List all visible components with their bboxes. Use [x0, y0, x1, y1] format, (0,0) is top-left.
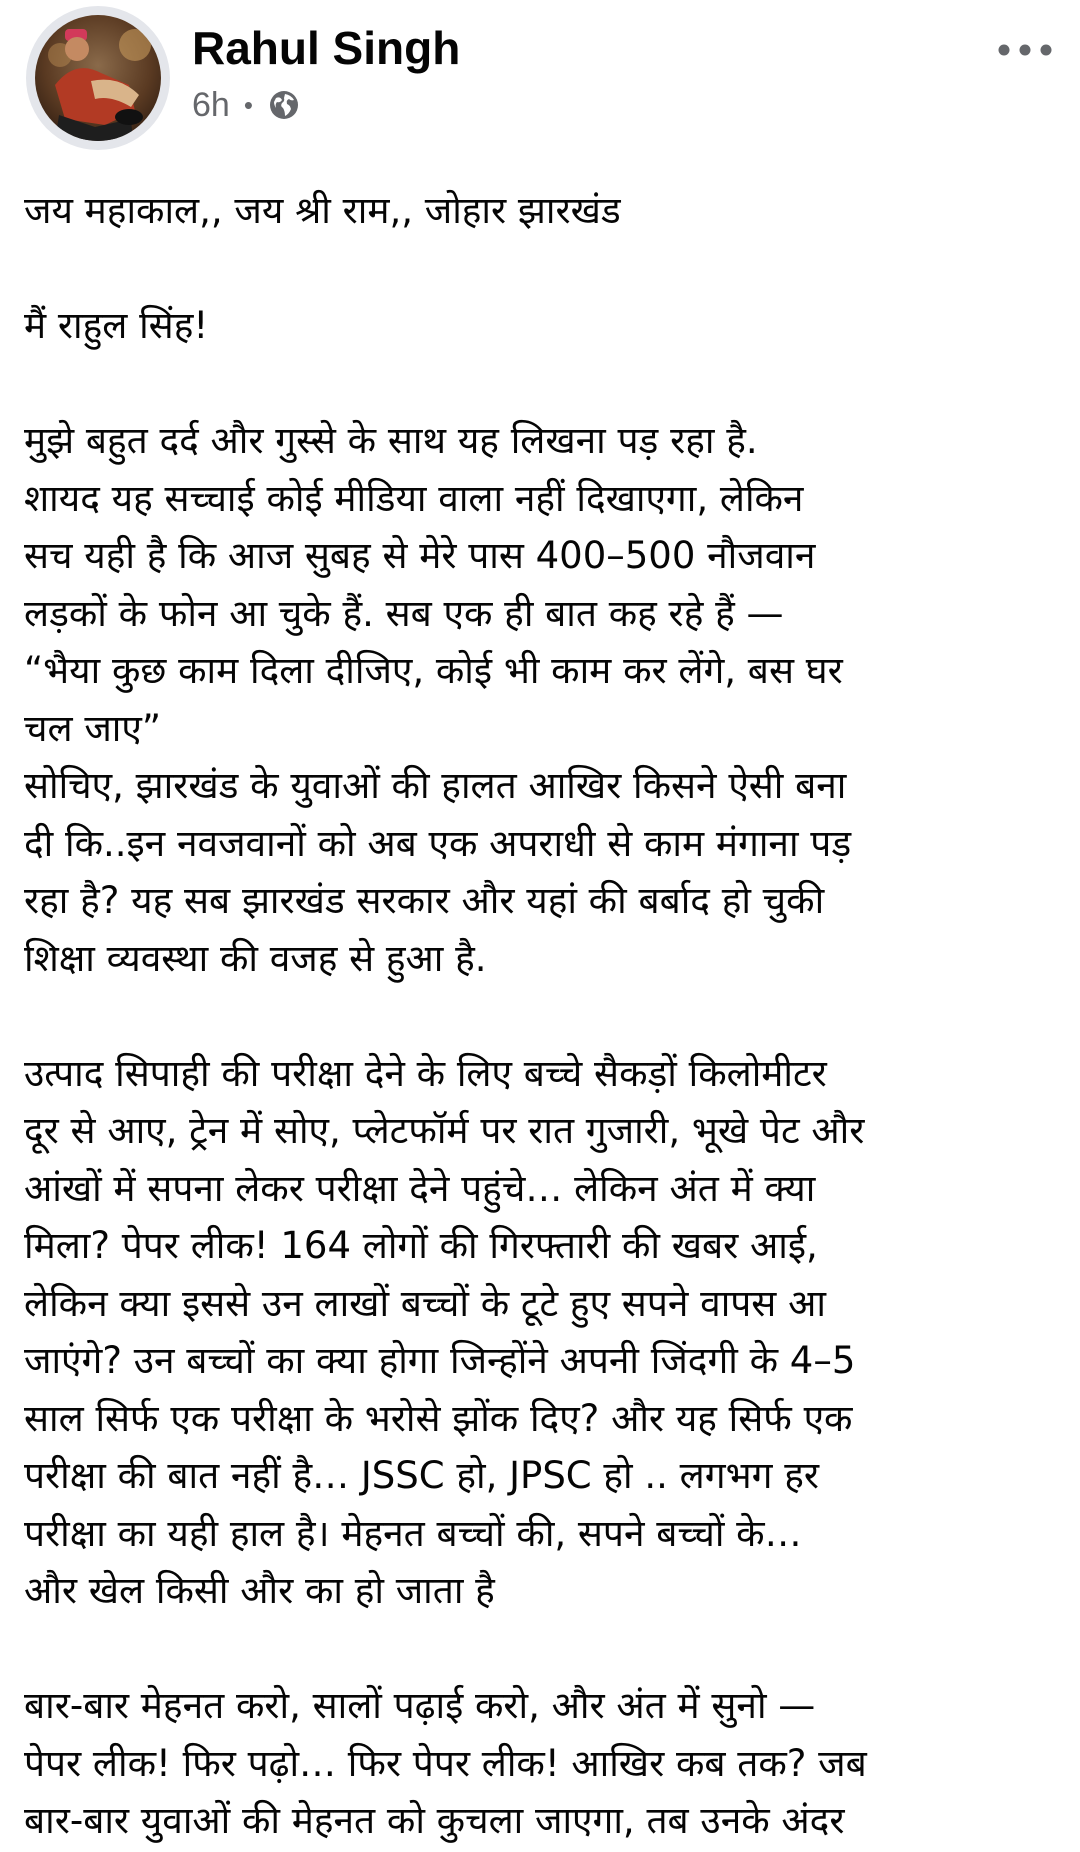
more-horizontal-icon: [997, 43, 1053, 57]
post-line: बार-बार मेहनत करो, सालों पढ़ाई करो, और अंत में सुनो —: [24, 1684, 816, 1727]
post-line: शिक्षा व्यवस्था की वजह से हुआ है.: [24, 936, 487, 980]
post-line: मुझे बहुत दर्द और गुस्से के साथ यह लिखना पड़ रहा है.: [24, 419, 758, 462]
post-header: [0, 0, 1080, 150]
post-line: शायद यह सच्चाई कोई मीडिया वाला नहीं दिखाएगा, लेकिन: [24, 476, 804, 520]
post-line-blank: [24, 987, 1064, 1045]
post-line: उत्पाद सिपाही की परीक्षा देने के लिए बच्चे सैकड़ों किलोमीटर: [24, 1051, 827, 1095]
post-line: आंखों में सपना लेकर परीक्षा देने पहुंचे… लेकिन अंत में क्या: [24, 1166, 816, 1210]
post-text: [24, 182, 1064, 1850]
post-line: मिला? पेपर लीक! 164 लोगों की गिरफ्तारी की खबर आई,: [24, 1224, 818, 1267]
post-line: सच यही है कि आज सुबह से मेरे पास 400–500 नौजवान: [24, 534, 816, 577]
more-options-button[interactable]: [990, 30, 1060, 70]
post-line: मैं राहुल सिंह!: [24, 304, 209, 347]
globe-icon[interactable]: [267, 88, 301, 122]
post-line: जाएंगे? उन बच्चों का क्या होगा जिन्होंने अपनी जिंदगी के 4–5: [24, 1339, 856, 1382]
post-line-blank: [24, 240, 1064, 298]
post-line: बार-बार युवाओं की मेहनत को कुचला जाएगा, तब उनके अंदर: [24, 1799, 845, 1842]
avatar[interactable]: [26, 6, 170, 150]
post-line: सोचिए, झारखंड के युवाओं की हालत आखिर किसने ऐसी बना: [24, 764, 847, 807]
post-line: रहा है? यह सब झारखंड सरकार और यहां की बर्बाद हो चुकी: [24, 879, 825, 922]
post-line: लड़कों के फोन आ चुके हैं. सब एक ही बात कह रहे हैं —: [24, 591, 784, 635]
post-line: लेकिन क्या इससे उन लाखों बच्चों के टूटे हुए सपने वापस आ: [24, 1281, 826, 1325]
post-line: दूर से आए, ट्रेन में सोए, प्लेटफॉर्म पर रात गुजारी, भूखे पेट और: [24, 1109, 865, 1152]
post-line: और खेल किसी और का हो जाता है: [24, 1569, 495, 1612]
post-line-blank: [24, 355, 1064, 413]
profile-photo-icon: [35, 15, 161, 141]
meta-separator: •: [243, 89, 253, 120]
post-line-blank: [24, 1620, 1064, 1678]
post-line: दी कि..इन नवजवानों को अब एक अपराधी से काम मंगाना पड़: [24, 821, 852, 865]
avatar-image[interactable]: [35, 15, 161, 141]
author-name[interactable]: Rahul Singh: [192, 22, 461, 74]
post-line: चल जाए”: [24, 706, 162, 750]
post-line: परीक्षा का यही हाल है। मेहनत बच्चों की, सपने बच्चों के…: [24, 1511, 802, 1555]
post-timestamp[interactable]: 6h: [192, 85, 230, 124]
post-line: परीक्षा की बात नहीं है… JSSC हो, JPSC हो .. लगभग हर: [24, 1454, 819, 1497]
post-line: “भैया कुछ काम दिला दीजिए, कोई भी काम कर लेंगे, बस घर: [24, 649, 843, 692]
post-line: पेपर लीक! फिर पढ़ो… फिर पेपर लीक! आखिर कब तक? जब: [24, 1741, 867, 1785]
post-meta: [192, 84, 301, 126]
post-line: साल सिर्फ एक परीक्षा के भरोसे झोंक दिए? और यह सिर्फ एक: [24, 1396, 853, 1440]
post-line: जय महाकाल,, जय श्री राम,, जोहार झारखंड: [24, 189, 621, 232]
